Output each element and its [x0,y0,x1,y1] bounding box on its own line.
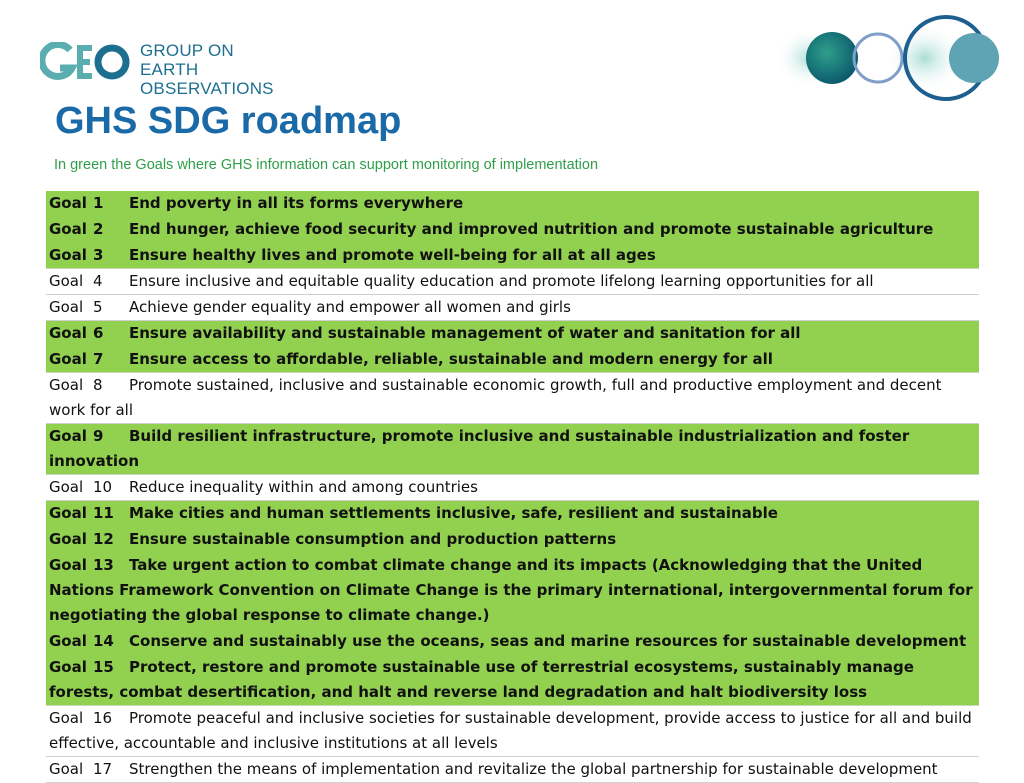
goal-text: Strengthen the means of implementation and revitalize the global partnership for sustainable development [129,760,938,778]
goal-text: End poverty in all its forms everywhere [129,194,464,212]
geo-logo [40,40,330,98]
goal-word: Goal [49,350,87,368]
goal-word: Goal [49,246,87,264]
goal-word: Goal [49,427,87,445]
goal-word: Goal [49,530,87,548]
geo-logo-icon [40,42,132,82]
goal-row [46,295,979,321]
goal-text: Ensure sustainable consumption and production patterns [129,530,617,548]
goal-word: Goal [49,760,84,778]
goal-word: Goal [49,376,84,394]
goal-text: Promote sustained, inclusive and sustainable economic growth, full and productive employment and decent work for all [49,376,942,419]
goal-number: 1 [93,194,104,212]
goal-word: Goal [49,324,87,342]
goal-word: Goal [49,298,84,316]
goal-number: 13 [93,556,114,574]
goal-number: 15 [93,658,114,676]
goal-word: Goal [49,220,87,238]
org-name [140,41,330,98]
page-subtitle: In green the Goals where GHS information can support monitoring of implementation [54,157,599,173]
goal-number: 9 [93,427,104,445]
goal-number: 6 [93,324,104,342]
goal-text: Conserve and sustainably use the oceans, seas and marine resources for sustainable development [129,632,967,650]
goal-row [46,475,979,501]
goal-number: 12 [93,530,114,548]
goal-number: 7 [93,350,104,368]
goal-row [46,527,979,553]
goals-list [46,191,979,783]
goal-number: 17 [93,760,113,778]
goal-word: Goal [49,556,87,574]
goal-text: Protect, restore and promote sustainable use of terrestrial ecosystems, sustainably manage forests, combat desertification, and halt and reverse land degradation and halt biodiversity loss [49,658,914,701]
goal-row [46,347,979,373]
goal-word: Goal [49,709,84,727]
goal-number: 14 [93,632,114,650]
goal-row [46,243,979,269]
goal-row [46,373,979,424]
goal-number: 16 [93,709,113,727]
goal-number: 8 [93,376,103,394]
org-line-1: GROUP ON [140,41,234,60]
goal-text: Ensure inclusive and equitable quality education and promote lifelong learning opportunities for all [129,272,874,290]
page-title: GHS SDG roadmap [55,100,402,142]
goal-row [46,321,979,347]
goal-row [46,706,979,757]
goal-word: Goal [49,478,84,496]
goal-number: 2 [93,220,104,238]
goal-row [46,501,979,527]
goal-row [46,553,979,629]
goal-row [46,217,979,243]
goal-number: 5 [93,298,103,316]
goal-word: Goal [49,658,87,676]
goal-row [46,655,979,706]
goal-number: 11 [93,504,114,522]
goal-word: Goal [49,272,84,290]
goal-text: Achieve gender equality and empower all women and girls [129,298,571,316]
goal-row [46,191,979,217]
goal-text: Make cities and human settlements inclusive, safe, resilient and sustainable [129,504,778,522]
goal-text: Take urgent action to combat climate change and its impacts (Acknowledging that the United Nations Framework Convention on Climate Change is the primary international, intergovernmental forum for negotiating the global response to climate change.) [49,556,973,624]
goal-text: Promote peaceful and inclusive societies for sustainable development, provide access to justice for all and build effective, accountable and inclusive institutions at all levels [49,709,972,752]
goal-text: Build resilient infrastructure, promote inclusive and sustainable industrialization and foster innovation [49,427,910,470]
goal-number: 4 [93,272,103,290]
decorative-circles [770,10,1024,110]
goal-number: 3 [93,246,104,264]
goal-word: Goal [49,194,87,212]
goal-text: Ensure access to affordable, reliable, sustainable and modern energy for all [129,350,773,368]
org-line-2: EARTH OBSERVATIONS [140,60,274,98]
goal-row [46,424,979,475]
goal-row [46,757,979,783]
goal-row [46,629,979,655]
goal-text: Ensure healthy lives and promote well-being for all at all ages [129,246,656,264]
goal-row [46,269,979,295]
goal-text: Reduce inequality within and among countries [129,478,478,496]
goal-word: Goal [49,504,87,522]
goal-number: 10 [93,478,113,496]
goal-text: End hunger, achieve food security and improved nutrition and promote sustainable agriculture [129,220,934,238]
goal-text: Ensure availability and sustainable management of water and sanitation for all [129,324,801,342]
goal-word: Goal [49,632,87,650]
